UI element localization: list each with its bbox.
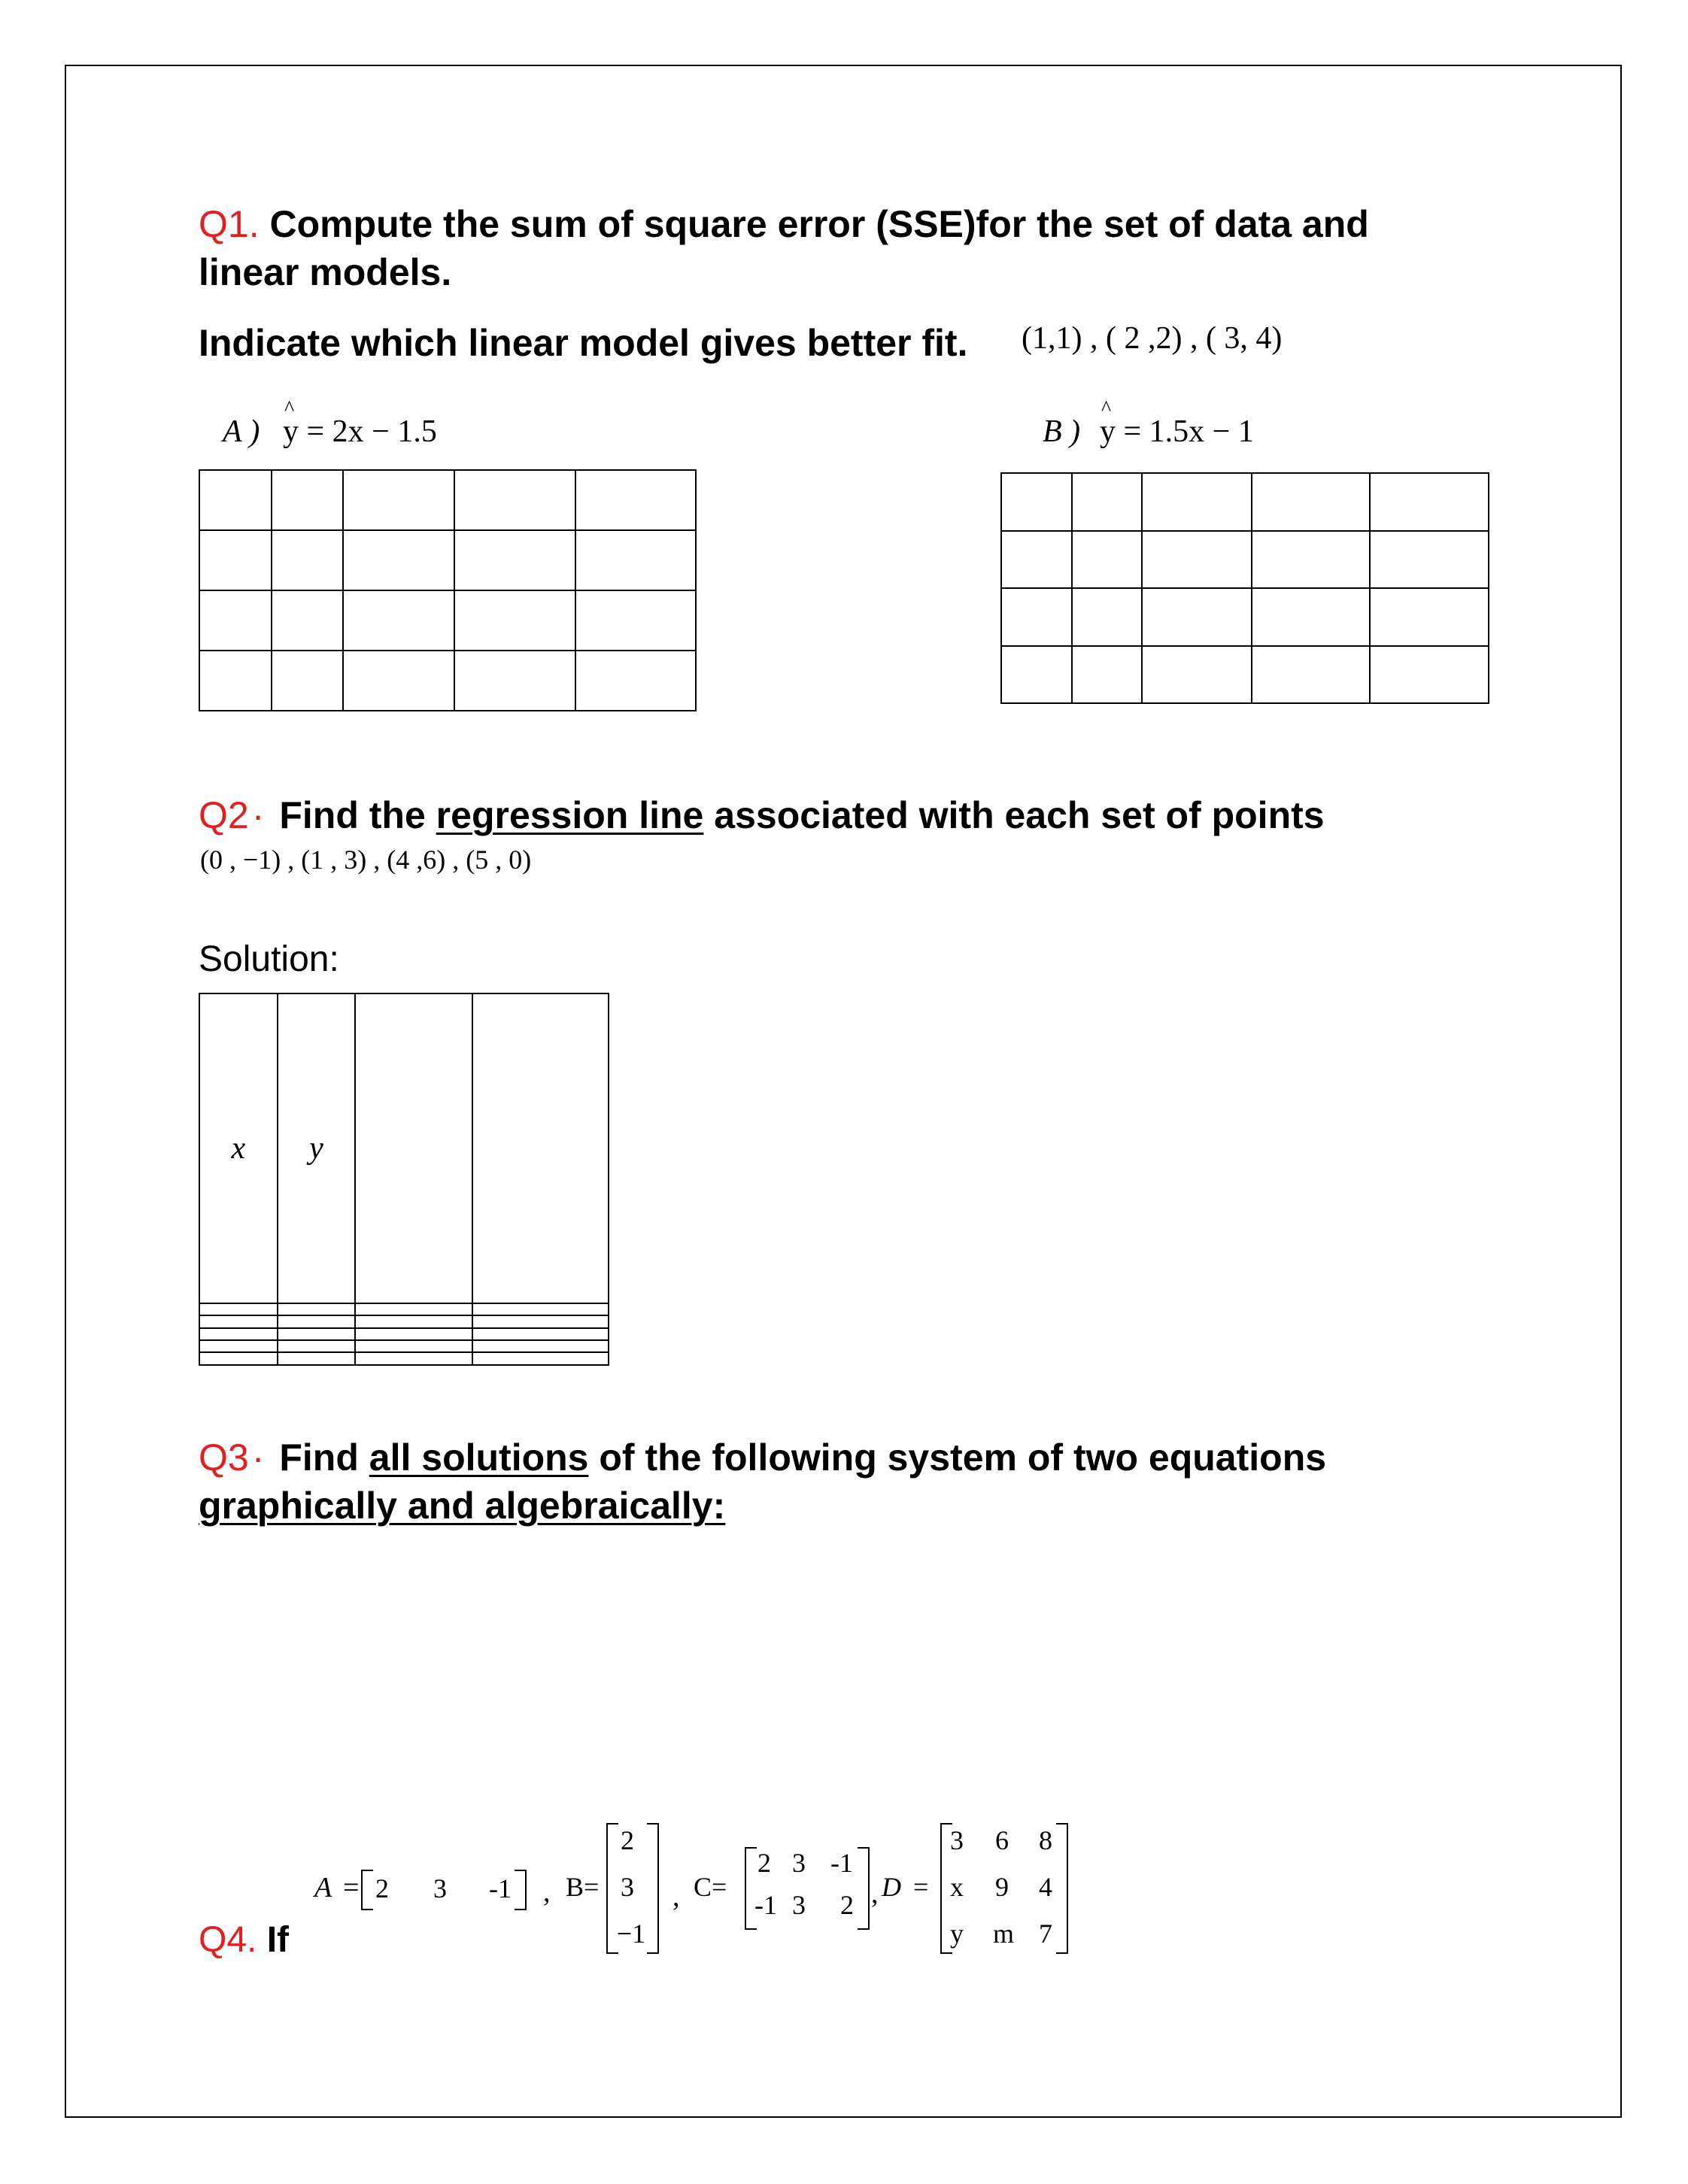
table-row	[199, 651, 696, 711]
table-cell	[199, 590, 272, 651]
table-cell	[1001, 531, 1072, 589]
table-cell	[454, 530, 576, 590]
table-cell	[1072, 473, 1143, 531]
table-cell	[355, 1352, 472, 1365]
table-cell	[575, 470, 696, 530]
table-row	[199, 1340, 609, 1352]
matrix-c-name: C=	[694, 1872, 727, 1902]
matrix-d-cell: m	[992, 1919, 1014, 1949]
matrix-a-cell: -1	[489, 1873, 512, 1903]
q2-text-post: associated with each set of points	[703, 794, 1325, 836]
table-row	[199, 993, 609, 1303]
q3-heading-line2: graphically and algebraically:	[199, 1485, 726, 1527]
q4-label: Q4	[199, 1920, 247, 1960]
matrix-b-name: B=	[566, 1872, 600, 1902]
table-cell	[278, 1340, 356, 1352]
matrix-c-cell: -1	[830, 1848, 853, 1878]
matrix-b-right-bracket	[647, 1823, 659, 1954]
table-cell	[278, 1315, 356, 1327]
matrix-sep-3: ,	[871, 1878, 879, 1909]
table-cell	[272, 590, 344, 651]
table-row	[199, 1352, 609, 1365]
table-header-3	[355, 993, 472, 1303]
table-row	[199, 470, 696, 530]
matrix-c-cell: -1	[754, 1890, 777, 1920]
table-cell	[278, 1328, 356, 1340]
q1-line1-text: Compute the sum of square error (SSE)for the set of data and	[259, 203, 1369, 245]
matrix-sep-1: ,	[543, 1876, 551, 1908]
table-cell	[1142, 473, 1252, 531]
q2-solution-label: Solution:	[199, 939, 339, 979]
table-cell	[272, 651, 344, 711]
matrix-a-eq: =	[343, 1872, 360, 1903]
table-cell	[199, 1328, 278, 1340]
table-cell	[278, 1303, 356, 1315]
table-cell	[199, 1303, 278, 1315]
q4-heading	[199, 1916, 289, 1964]
table-cell	[1072, 646, 1143, 704]
matrix-c-cell: 3	[792, 1848, 806, 1878]
matrix-d-cell: y	[950, 1919, 964, 1949]
table-cell	[199, 530, 272, 590]
table-cell	[199, 651, 272, 711]
q2-heading	[199, 791, 1325, 839]
table-cell	[1252, 588, 1371, 646]
table-cell	[454, 590, 576, 651]
q3-text-underlined: all solutions	[369, 1436, 589, 1479]
table-cell	[1370, 531, 1489, 589]
table-cell	[1252, 646, 1371, 704]
q1-label: Q1	[199, 203, 249, 245]
matrix-a-cell: 3	[433, 1873, 447, 1903]
model-b-label: B )	[1043, 414, 1081, 449]
matrix-d-cell: 7	[1039, 1919, 1052, 1949]
matrix-d-name: D	[882, 1872, 901, 1902]
q1-heading-line3: Indicate which linear model gives better fit.	[199, 322, 968, 364]
table-cell	[472, 1303, 609, 1315]
matrix-d-cell: 3	[950, 1825, 964, 1855]
table-cell	[1001, 473, 1072, 531]
table-cell	[355, 1340, 472, 1352]
matrix-d-cell: 8	[1039, 1825, 1052, 1855]
matrix-d-right-bracket	[1056, 1823, 1068, 1954]
table-cell	[1072, 531, 1143, 589]
q3-text-pre: Find	[279, 1436, 369, 1479]
table-cell	[472, 1352, 609, 1365]
q2-solution-table	[199, 993, 609, 1366]
table-cell	[343, 470, 454, 530]
table-header-4	[472, 993, 609, 1303]
table-cell	[343, 651, 454, 711]
q3-heading-line1	[199, 1433, 1326, 1482]
model-a-equation	[283, 414, 437, 450]
q2-points: (0 , −1) , (1 , 3) , (4 ,6) , (5 , 0)	[200, 845, 532, 875]
table-cell	[355, 1303, 472, 1315]
table-row	[199, 1328, 609, 1340]
q1-heading-line1	[199, 200, 1369, 248]
table-cell	[472, 1315, 609, 1327]
matrix-c-cell: 2	[757, 1848, 771, 1878]
table-cell	[1370, 473, 1489, 531]
q1-points: (1,1) , ( 2 ,2) , ( 3, 4)	[1022, 321, 1283, 356]
q4-dot: .	[247, 1920, 257, 1960]
matrix-b-cell: −1	[616, 1919, 646, 1949]
matrix-b-cell: 3	[621, 1872, 634, 1902]
table-cell	[199, 1340, 278, 1352]
table-cell	[199, 1315, 278, 1327]
table-cell	[343, 530, 454, 590]
table-cell	[343, 590, 454, 651]
model-b-y: y	[1100, 414, 1116, 449]
matrix-c-right-bracket	[858, 1847, 870, 1930]
table-cell	[1142, 588, 1252, 646]
table-row	[1001, 531, 1489, 589]
table-row	[1001, 588, 1489, 646]
matrix-sep-2: ,	[672, 1881, 680, 1913]
matrix-a-name: A	[314, 1872, 332, 1903]
table-cell	[575, 590, 696, 651]
table-cell	[1072, 588, 1143, 646]
table-cell	[1370, 588, 1489, 646]
matrix-d-cell: 4	[1039, 1872, 1052, 1902]
table-cell	[272, 530, 344, 590]
table-row	[199, 590, 696, 651]
table-row	[199, 530, 696, 590]
matrix-a-cell: 2	[375, 1873, 389, 1903]
q4-text: If	[257, 1920, 290, 1960]
table-cell	[472, 1340, 609, 1352]
table-header-x: x	[199, 993, 278, 1303]
model-b-equation	[1100, 414, 1254, 450]
table-row	[199, 1315, 609, 1327]
model-b-table	[1000, 472, 1489, 704]
q2-dot: ·	[251, 794, 265, 836]
q1-heading-line2: linear models.	[199, 251, 452, 293]
matrix-c-cell: 2	[840, 1890, 854, 1920]
table-cell	[1001, 646, 1072, 704]
table-row	[199, 1303, 609, 1315]
model-a-rest: = 2x − 1.5	[299, 414, 437, 449]
table-cell	[278, 1352, 356, 1365]
table-cell	[1142, 531, 1252, 589]
q1-dot: .	[248, 203, 260, 245]
q3-dot: ·	[251, 1436, 265, 1479]
q2-label: Q2	[199, 794, 249, 836]
table-cell	[1252, 531, 1371, 589]
table-cell	[575, 530, 696, 590]
matrix-d-cell: 9	[995, 1872, 1009, 1902]
table-cell	[355, 1328, 472, 1340]
table-header-y: y	[278, 993, 356, 1303]
table-row	[1001, 646, 1489, 704]
model-a-label: A )	[223, 414, 260, 449]
model-a-table	[199, 469, 697, 711]
table-cell	[1001, 588, 1072, 646]
matrix-a-right-bracket	[515, 1870, 527, 1910]
model-b-rest: = 1.5x − 1	[1116, 414, 1254, 449]
table-cell	[1142, 646, 1252, 704]
q3-text-post: of the following system of two equations	[588, 1436, 1327, 1479]
matrix-d-cell: x	[950, 1872, 964, 1902]
model-a-hat: ^	[284, 397, 295, 420]
table-cell	[472, 1328, 609, 1340]
matrix-c-cell: 3	[792, 1890, 806, 1920]
matrix-d-eq: =	[913, 1872, 929, 1902]
table-cell	[199, 1352, 278, 1365]
table-cell	[355, 1315, 472, 1327]
q2-text-pre: Find the	[279, 794, 436, 836]
table-cell	[1370, 646, 1489, 704]
table-cell	[1252, 473, 1371, 531]
model-b-hat: ^	[1101, 397, 1112, 420]
model-a-y: y	[283, 414, 299, 449]
table-cell	[454, 651, 576, 711]
q2-text-underlined: regression line	[436, 794, 704, 836]
table-cell	[454, 470, 576, 530]
table-cell	[575, 651, 696, 711]
table-cell	[272, 470, 344, 530]
q3-label: Q3	[199, 1436, 249, 1479]
table-row	[1001, 473, 1489, 531]
matrix-b-cell: 2	[621, 1825, 634, 1855]
table-cell	[199, 470, 272, 530]
matrix-d-cell: 6	[995, 1825, 1009, 1855]
